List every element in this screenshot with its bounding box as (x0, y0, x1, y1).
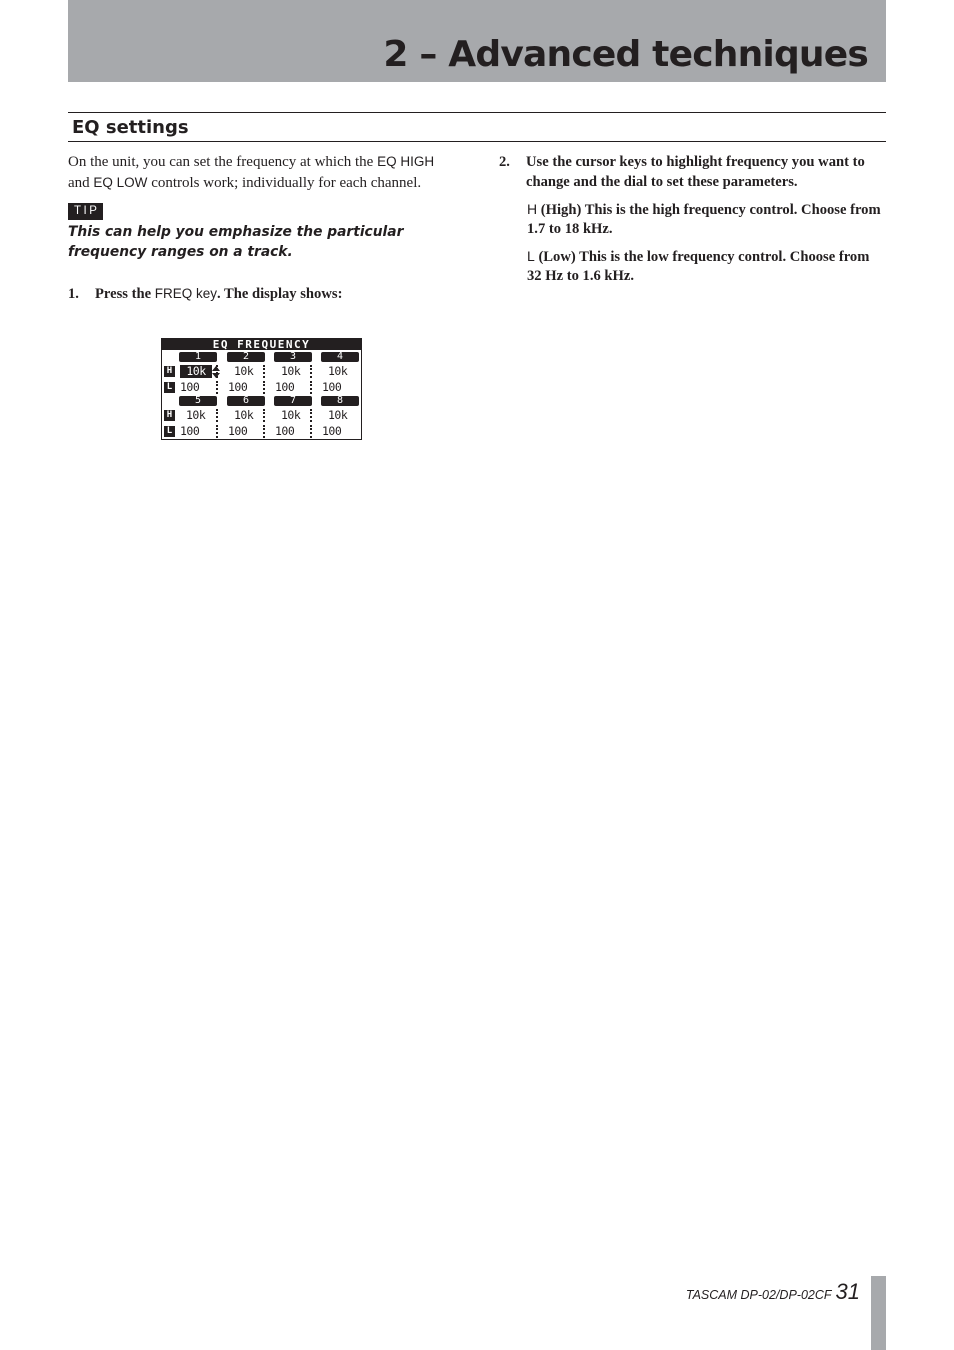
intro-text: and (68, 174, 94, 191)
lcd-channel-label: 5 (179, 396, 217, 406)
step-2 (499, 152, 887, 192)
lcd-low-value: 100 (275, 380, 295, 394)
intro-text: On the unit, you can set the frequency at which the (68, 154, 378, 170)
lcd-channel-label: 3 (274, 352, 312, 362)
lcd-low-value: 100 (322, 380, 342, 394)
high-glyph: H (527, 201, 538, 217)
freq-key: FREQ key (154, 286, 217, 301)
lcd-column-separator (310, 381, 312, 394)
lcd-column-separator (263, 381, 265, 394)
left-column (68, 152, 448, 304)
intro-paragraph (68, 152, 448, 193)
lcd-low-row-label: L (164, 382, 175, 393)
step-number: 2. (499, 154, 510, 170)
lcd-display (161, 338, 362, 440)
high-description (527, 200, 887, 239)
page-number: 31 (835, 1279, 860, 1304)
lcd-low-value: 100 (228, 380, 248, 394)
lcd-low-value: 100 (275, 424, 295, 438)
lcd-high-value: 10k (234, 364, 254, 378)
lcd-high-value: 10k (186, 408, 206, 422)
lcd-title: EQ FREQUENCY (162, 339, 361, 350)
lcd-column-separator (216, 409, 218, 422)
step-1 (68, 284, 448, 304)
lcd-low-row-label: L (164, 426, 175, 437)
page-side-tab (871, 1276, 886, 1350)
lcd-high-value-selected: 10k (180, 365, 212, 378)
lcd-channel-label: 8 (321, 396, 359, 406)
chapter-title: 2 – Advanced techniques (383, 34, 868, 75)
lcd-column-separator (310, 365, 312, 378)
lcd-high-value: 10k (234, 408, 254, 422)
lcd-column-separator (216, 381, 218, 394)
lcd-column-separator (216, 425, 218, 438)
step-text (95, 284, 342, 304)
lcd-channel-label: 2 (227, 352, 265, 362)
up-down-arrow-icon (211, 365, 221, 379)
lcd-high-value: 10k (281, 408, 301, 422)
eq-low-key: EQ LOW (93, 174, 148, 190)
section-title: EQ settings (72, 117, 189, 138)
lcd-high-value: 10k (328, 364, 348, 378)
lcd-column-separator (310, 409, 312, 422)
intro-text: controls work; individually for each channel. (147, 174, 422, 191)
lcd-low-value: 100 (180, 380, 200, 394)
lcd-low-value: 100 (180, 424, 200, 438)
lcd-channel-label: 1 (179, 352, 217, 362)
low-description (527, 247, 887, 286)
lcd-column-separator (310, 425, 312, 438)
lcd-channel-label: 4 (321, 352, 359, 362)
lcd-column-separator (263, 425, 265, 438)
lcd-column-separator (263, 409, 265, 422)
page-footer (686, 1279, 860, 1305)
step-text: Use the cursor keys to highlight frequency you want to change and the dial to set these parameters. (526, 154, 865, 190)
step-text-part: Press the (95, 286, 155, 302)
lcd-high-value: 10k (328, 408, 348, 422)
lcd-column-separator (263, 365, 265, 378)
step-text-part: . The display shows: (216, 286, 343, 302)
step-number: 1. (68, 286, 79, 302)
section-bottom-rule (68, 141, 886, 142)
tip-badge: TIP (68, 203, 103, 220)
footer-product-name: TASCAM DP-02/DP-02CF (685, 1288, 832, 1302)
tip-text: This can help you emphasize the particular frequency ranges on a track. (68, 224, 404, 260)
section-top-rule (68, 112, 886, 113)
lcd-high-row-label: H (164, 366, 175, 377)
high-text: (High) This is the high frequency control. Choose from 1.7 to 18 kHz. (527, 202, 881, 237)
eq-high-key: EQ HIGH (377, 154, 435, 169)
lcd-low-value: 100 (322, 424, 342, 438)
lcd-high-value: 10k (281, 364, 301, 378)
right-column (499, 152, 887, 286)
lcd-low-value: 100 (228, 424, 248, 438)
low-glyph: L (527, 248, 535, 264)
lcd-channel-label: 6 (227, 396, 265, 406)
chapter-header-band (68, 0, 886, 82)
lcd-channel-label: 7 (274, 396, 312, 406)
lcd-high-row-label: H (164, 410, 175, 421)
low-text: (Low) This is the low frequency control. Choose from 32 Hz to 1.6 kHz. (527, 249, 870, 284)
